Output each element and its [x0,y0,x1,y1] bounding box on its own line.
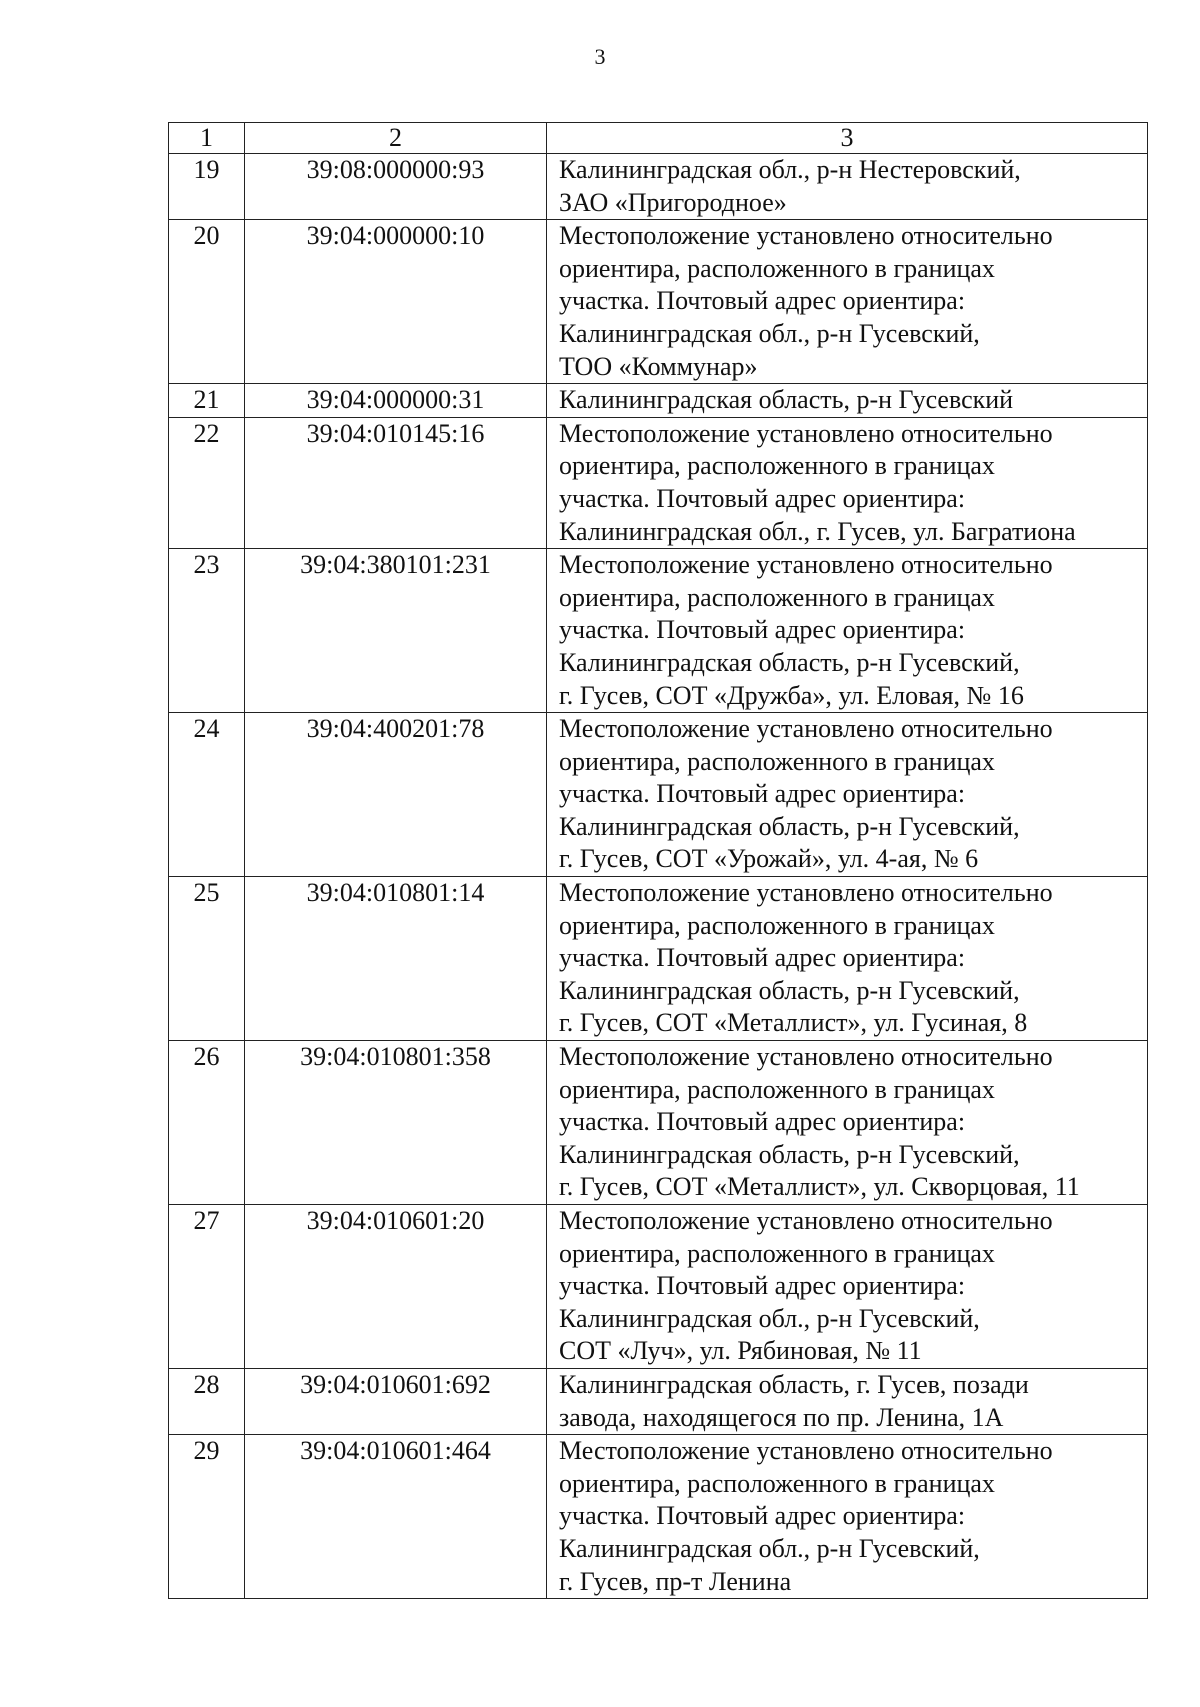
row-number: 24 [169,713,245,877]
table-row [169,713,1148,877]
location-address: Местоположение установлено относительно ориентира, расположенного в границах участка. Почтовый адрес ориентира: Калининградская обл., г. Гусев, ул. Багратиона [547,417,1148,548]
cadastral-number: 39:04:010801:358 [245,1041,547,1205]
header-row [169,123,1148,154]
location-address: Местоположение установлено относительно ориентира, расположенного в границах участка. Почтовый адрес ориентира: Калининградская область, р-н Гусевский, г. Гусев, СОТ «Металлист», ул. Скворцовая, 11 [547,1041,1148,1205]
table-row [169,1435,1148,1599]
cadastral-number: 39:04:010145:16 [245,417,547,548]
row-number: 22 [169,417,245,548]
location-address: Местоположение установлено относительно ориентира, расположенного в границах участка. Почтовый адрес ориентира: Калининградская область, р-н Гусевский, г. Гусев, СОТ «Металлист», ул. Гусиная, 8 [547,877,1148,1041]
table-row [169,1368,1148,1434]
cadastral-number: 39:04:010601:464 [245,1435,547,1599]
row-number: 20 [169,220,245,384]
location-address: Калининградская область, г. Гусев, позади завода, находящегося по пр. Ленина, 1А [547,1368,1148,1434]
location-address: Местоположение установлено относительно ориентира, расположенного в границах участка. Почтовый адрес ориентира: Калининградская обл., р-н Гусевский, СОТ «Луч», ул. Рябиновая, № 11 [547,1205,1148,1369]
land-plots-table [168,122,1148,1599]
cadastral-number: 39:04:400201:78 [245,713,547,877]
column-header-cadastral: 2 [245,123,547,154]
cadastral-number: 39:08:000000:93 [245,154,547,220]
row-number: 25 [169,877,245,1041]
cadastral-number: 39:04:010601:692 [245,1368,547,1434]
table-row [169,220,1148,384]
table-row [169,1205,1148,1369]
row-number: 27 [169,1205,245,1369]
row-number: 21 [169,384,245,418]
row-number: 26 [169,1041,245,1205]
cadastral-number: 39:04:380101:231 [245,549,547,713]
row-number: 19 [169,154,245,220]
location-address: Местоположение установлено относительно ориентира, расположенного в границах участка. Почтовый адрес ориентира: Калининградская обл., р-н Гусевский, ТОО «Коммунар» [547,220,1148,384]
location-address: Калининградская область, р-н Гусевский [547,384,1148,418]
row-number: 23 [169,549,245,713]
table-row [169,154,1148,220]
table-row [169,384,1148,418]
table-row [169,877,1148,1041]
row-number: 29 [169,1435,245,1599]
row-number: 28 [169,1368,245,1434]
cadastral-number: 39:04:000000:31 [245,384,547,418]
column-header-number: 1 [169,123,245,154]
cadastral-number: 39:04:010601:20 [245,1205,547,1369]
location-address: Местоположение установлено относительно ориентира, расположенного в границах участка. Почтовый адрес ориентира: Калининградская область, р-н Гусевский, г. Гусев, СОТ «Урожай», ул. 4-ая, № 6 [547,713,1148,877]
cadastral-number: 39:04:000000:10 [245,220,547,384]
page-number: 3 [594,44,606,69]
location-address: Местоположение установлено относительно ориентира, расположенного в границах участка. Почтовый адрес ориентира: Калининградская обл., р-н Гусевский, г. Гусев, пр-т Ленина [547,1435,1148,1599]
table-row [169,549,1148,713]
location-address: Местоположение установлено относительно ориентира, расположенного в границах участка. Почтовый адрес ориентира: Калининградская область, р-н Гусевский, г. Гусев, СОТ «Дружба», ул. Еловая, № 16 [547,549,1148,713]
column-header-address: 3 [547,123,1148,154]
location-address: Калининградская обл., р-н Нестеровский, ЗАО «Пригородное» [547,154,1148,220]
cadastral-number: 39:04:010801:14 [245,877,547,1041]
table-row [169,1041,1148,1205]
table-row [169,417,1148,548]
